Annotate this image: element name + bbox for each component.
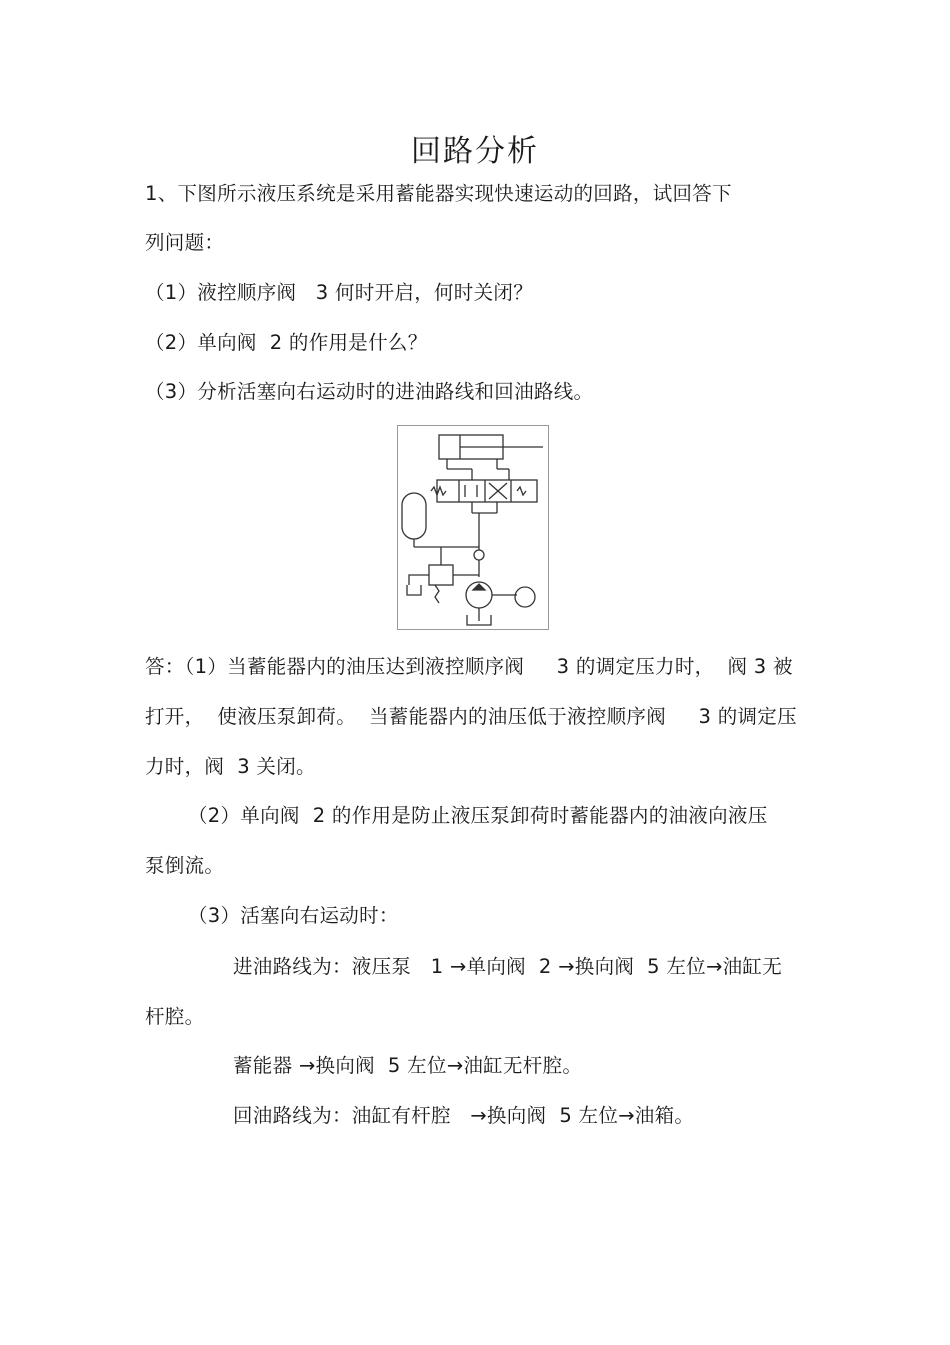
hydraulic-circuit-diagram xyxy=(397,425,549,630)
directional-valve-5 xyxy=(431,480,537,502)
question-3: （3）分析活塞向右运动时的进油路线和回油路线。 xyxy=(145,380,594,403)
answer-1-line3: 力时，阀 3 关闭。 xyxy=(145,755,316,778)
answer-3-heading: （3）活塞向右运动时： xyxy=(188,904,399,927)
answer-2-line2: 泵倒流。 xyxy=(145,854,225,877)
question-intro-line1: 1、下图所示液压系统是采用蓄能器实现快速运动的回路，试回答下 xyxy=(145,182,732,205)
check-valve-2 xyxy=(474,550,484,560)
page-title: 回路分析 xyxy=(411,134,539,169)
electric-motor xyxy=(515,587,535,607)
return-path: 回油路线为：油缸有杆腔 →换向阀 5 左位→油箱。 xyxy=(233,1104,695,1127)
answer-1-line2: 打开， 使液压泵卸荷。 当蓄能器内的油压低于液控顺序阀 3 的调定压 xyxy=(145,705,797,728)
accumulator xyxy=(402,493,426,539)
accumulator-path: 蓄能器 →换向阀 5 左位→油缸无杆腔。 xyxy=(233,1054,583,1077)
question-1: （1）液控顺序阀 3 何时开启，何时关闭？ xyxy=(145,281,534,304)
sequence-valve-3 xyxy=(429,565,453,585)
question-intro-line2: 列问题： xyxy=(145,231,225,254)
inlet-path-line1: 进油路线为：液压泵 1 →单向阀 2 →换向阀 5 左位→油缸无 xyxy=(233,955,783,978)
answer-1-line1: 答：（1）当蓄能器内的油压达到液控顺序阀 3 的调定压力时， 阀 3 被 xyxy=(145,655,793,678)
answer-2-line1: （2）单向阀 2 的作用是防止液压泵卸荷时蓄能器内的油液向液压 xyxy=(188,804,768,827)
question-2: （2）单向阀 2 的作用是什么？ xyxy=(145,331,428,354)
inlet-path-line2: 杆腔。 xyxy=(145,1005,205,1028)
